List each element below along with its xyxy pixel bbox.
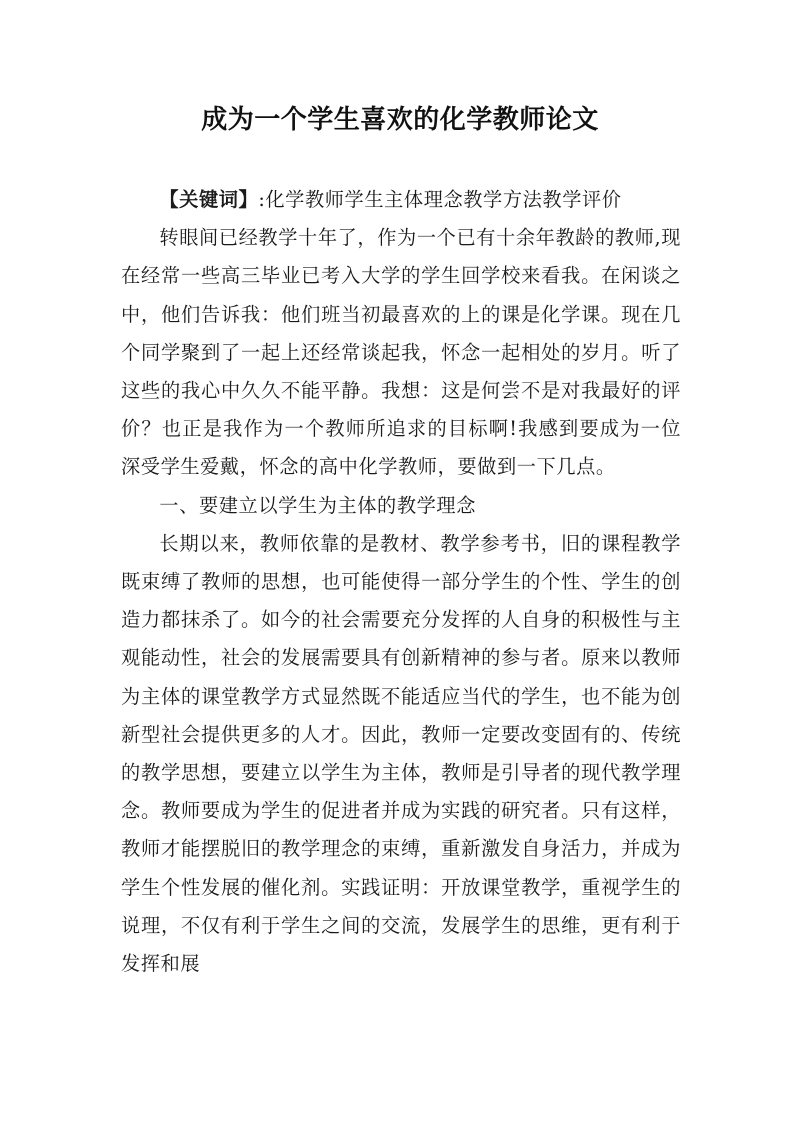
keywords-label: 【关键词】 [159,188,259,211]
keywords-paragraph [121,181,681,219]
body-paragraph-section-1: 长期以来，教师依靠的是教材、教学参考书，旧的课程教学既束缚了教师的思想，也可能使得一部分学生的个性、学生的创造力都抹杀了。如今的社会需要充分发挥的人自身的积极性与主观能动性，社会的发展需要具有创新精神的参与者。原来以教师为主体的课堂教学方式显然既不能适应当代的学生，也不能为创新型社会提供更多的人才。因此，教师一定要改变固有的、传统的教学思想，要建立以学生为主体，教师是引导者的现代教学理念。教师要成为学生的促进者并成为实践的研究者。只有这样，教师才能摆脱旧的教学理念的束缚，重新激发自身活力，并成为学生个性发展的催化剂。实践证明：开放课堂教学，重视学生的说理，不仅有利于学生之间的交流，发展学生的思维，更有利于发挥和展 [121,531,681,976]
body-paragraph-intro: 转眼间已经教学十年了，作为一个已有十余年教龄的教师,现在经常一些高三毕业已考入大学的学生回学校来看我。在闲谈之中，他们告诉我：他们班当初最喜欢的上的课是化学课。现在几个同学聚到了一起上还经常谈起我，怀念一起相处的岁月。听了这些的我心中久久不能平静。我想：这是何尝不是对我最好的评价？也正是我作为一个教师所追求的目标啊!我感到要成为一位深受学生爱戴，怀念的高中化学教师，要做到一下几点。 [121,226,681,479]
section-heading-1: 一、要建立以学生为主体的教学理念 [159,493,476,517]
document-body [121,181,681,983]
document-title: 成为一个学生喜欢的化学教师论文 [201,105,599,135]
keywords-text: :化学教师学生主体理念教学方法教学评价 [258,188,622,211]
